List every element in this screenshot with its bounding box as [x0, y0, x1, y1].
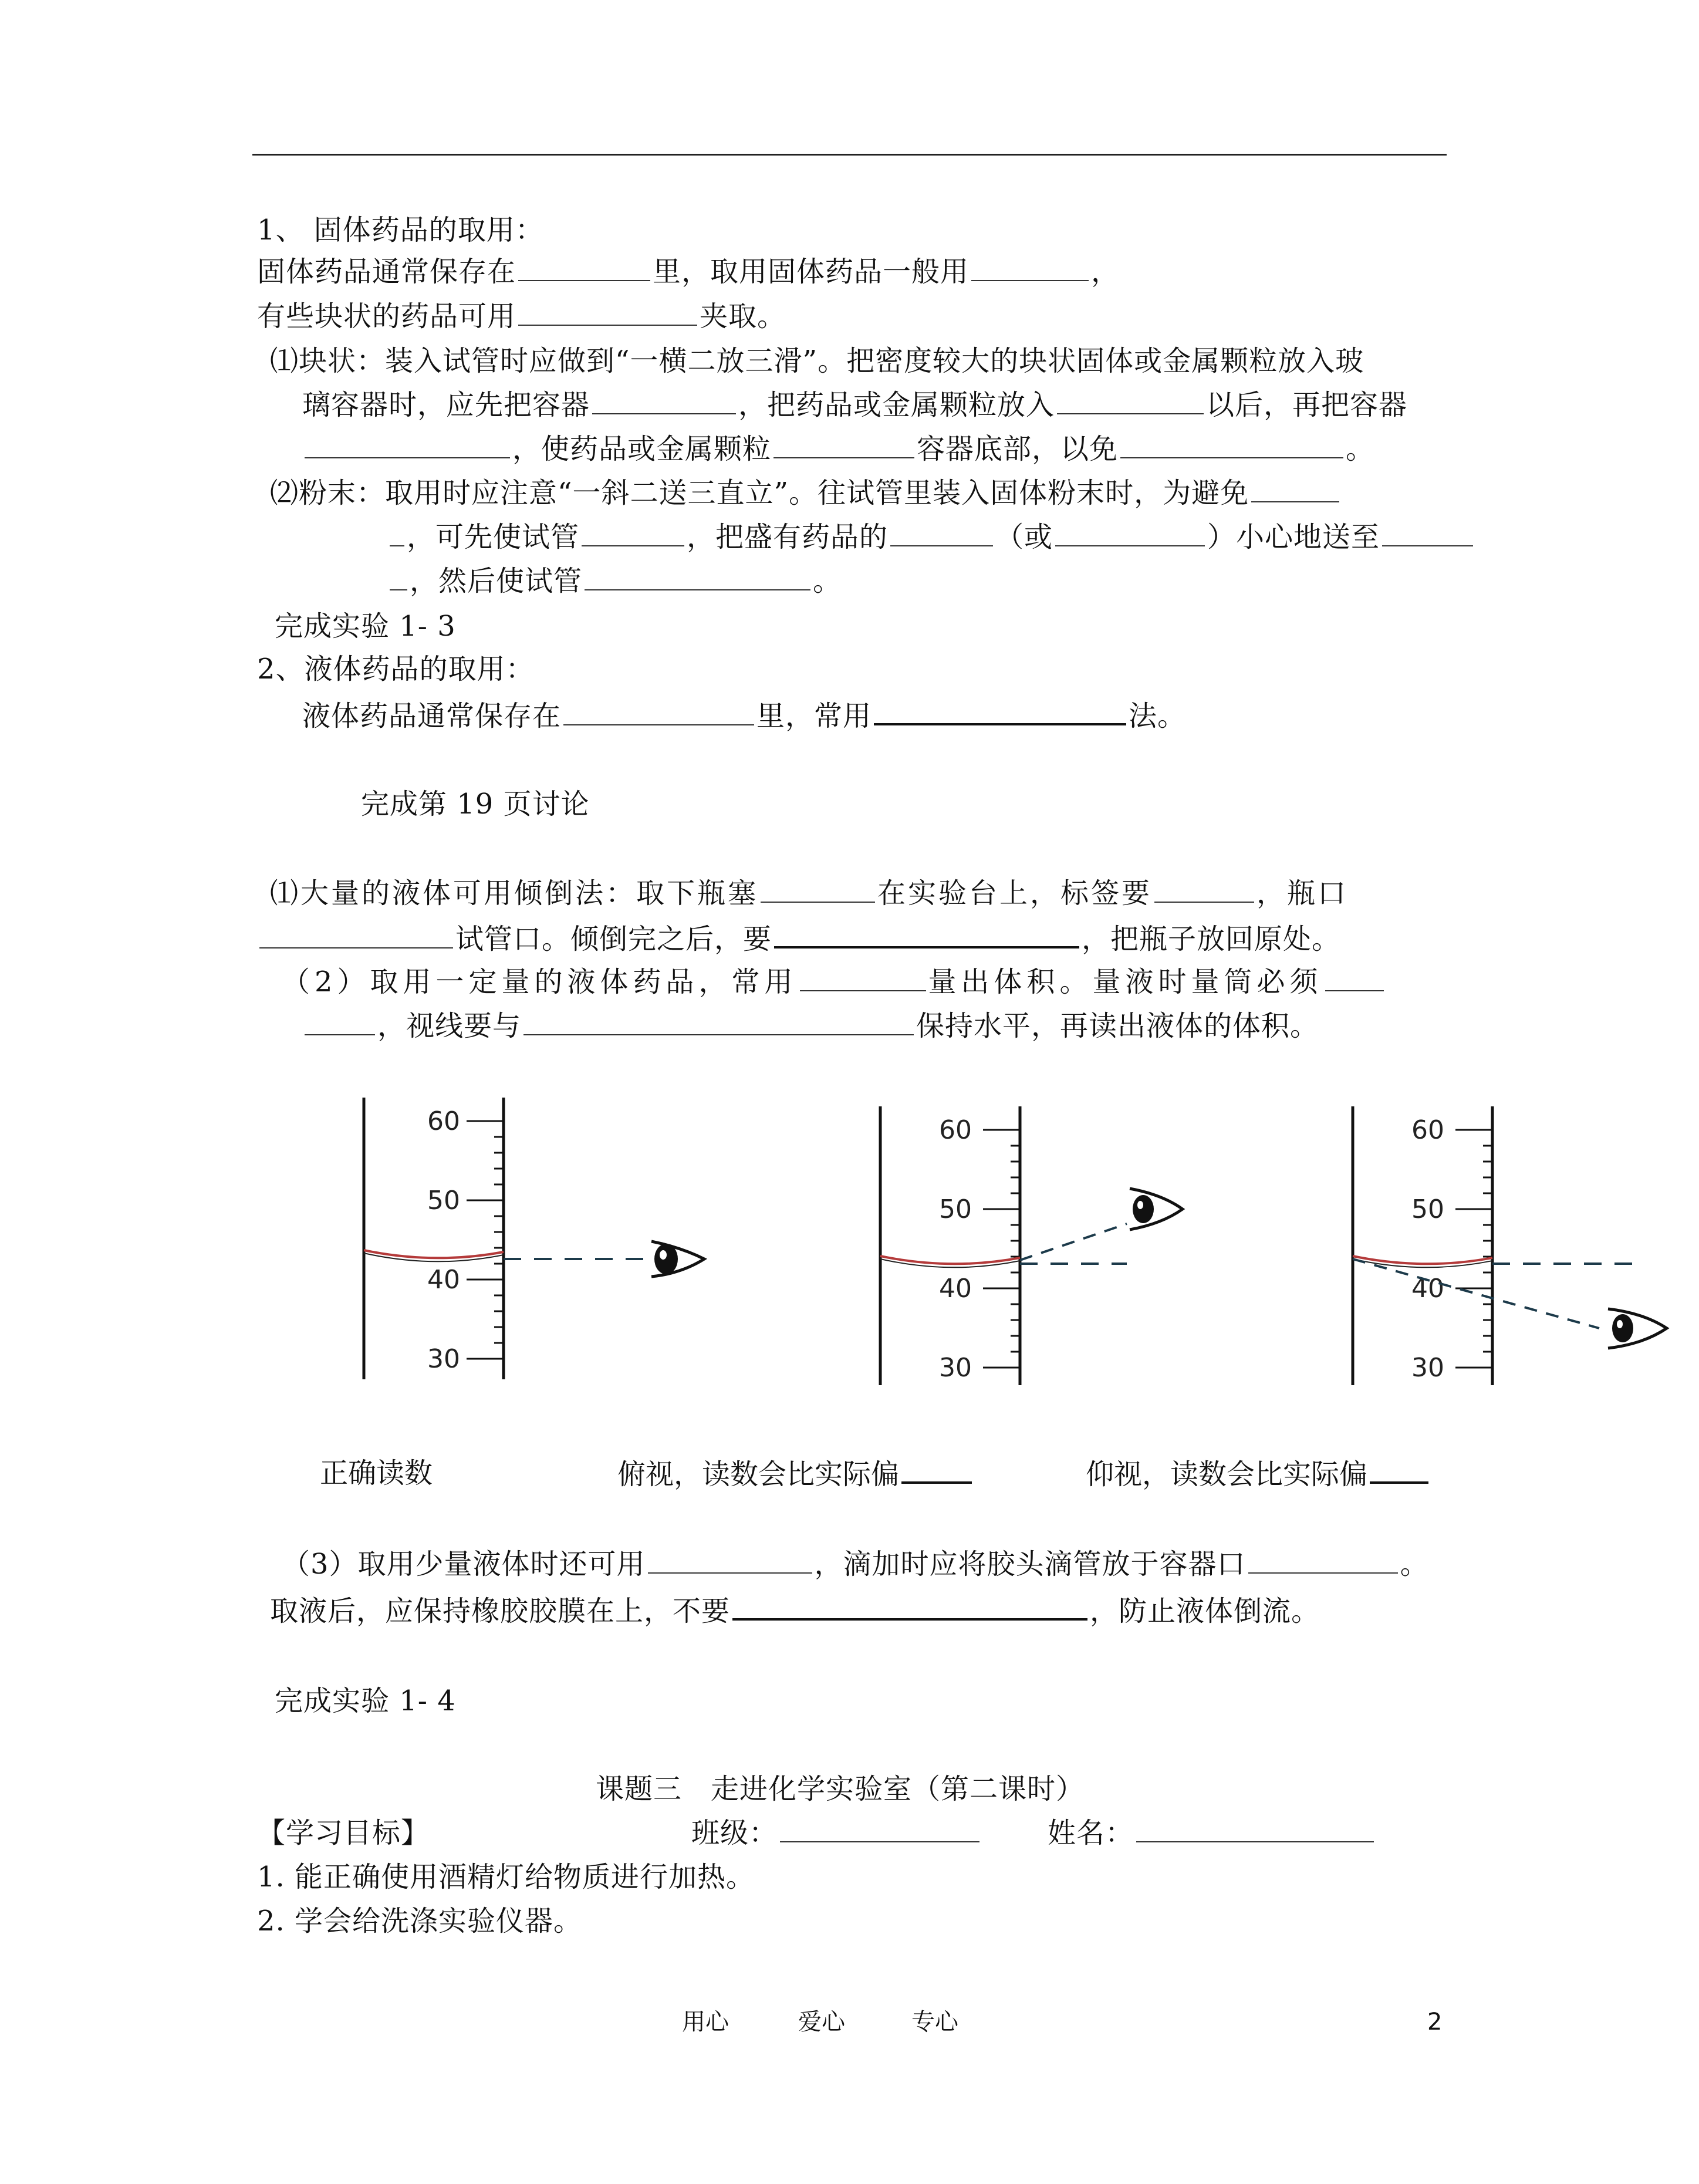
blank-15[interactable] — [563, 698, 754, 725]
blank-13[interactable] — [1382, 519, 1473, 546]
measure-line1: （2）取用一定量的液体药品，常用 量出体积。量液时量筒必须 — [282, 964, 1386, 1000]
blank-9b[interactable] — [390, 519, 404, 546]
tick-label-50: 50 — [427, 1186, 460, 1216]
class-input[interactable] — [780, 1815, 979, 1842]
blank-18[interactable] — [1154, 876, 1254, 903]
blank-22b[interactable] — [305, 1008, 375, 1035]
header-rule — [252, 154, 1447, 156]
block-solid-line2: 璃容器时，应先把容器 ，把药品或金属颗粒放入 以后，再把容器 — [302, 389, 1408, 421]
name-field: 姓名： — [1048, 1815, 1376, 1851]
tick-label-50: 50 — [1411, 1194, 1444, 1224]
blank-23[interactable] — [523, 1008, 914, 1035]
blank-14[interactable] — [585, 563, 810, 590]
pouring-line1: ⑴大量的液体可用倾倒法：取下瓶塞 在实验台上，标签要 ，瓶口 — [270, 877, 1349, 910]
tick-label-40: 40 — [1411, 1274, 1444, 1304]
class-field: 班级： — [691, 1815, 982, 1851]
tick-label-30: 30 — [939, 1353, 972, 1383]
blank-6[interactable] — [305, 431, 510, 458]
blank-17[interactable] — [761, 876, 875, 903]
page-number: 2 — [1427, 2009, 1443, 2036]
dropper-line1: （3）取用少量液体时还可用 ，滴加时应将胶头滴管放于容器口 。 — [282, 1548, 1429, 1581]
section2-title: 2、液体药品的取用： — [257, 653, 535, 686]
solid-storage-line: 固体药品通常保存在 里，取用固体药品一般用 ， — [257, 255, 1120, 288]
footer-text-1: 用心 — [682, 2009, 729, 2036]
tick-label-40: 40 — [939, 1274, 972, 1304]
sight-line — [1353, 1259, 1599, 1328]
caption-look-up: 仰视，读数会比实际偏 — [1086, 1456, 1431, 1492]
liquid-storage-line: 液体药品通常保存在 里，常用 法。 — [302, 697, 1186, 734]
goal-2: 2. 学会给洗涤实验仪器。 — [257, 1905, 583, 1937]
block-solid-line3: ，使药品或金属颗粒 容器底部，以免 。 — [302, 431, 1374, 467]
lesson-title: 课题三 走进化学实验室（第二课时） — [596, 1773, 1085, 1805]
blank-5[interactable] — [1057, 387, 1204, 414]
tick-label-60: 60 — [427, 1106, 460, 1136]
experiment-1-3: 完成实验 1- 3 — [275, 610, 456, 643]
caption-look-down: 俯视，读数会比实际偏 — [617, 1456, 974, 1492]
eye-icon — [1130, 1189, 1183, 1230]
blank-1[interactable] — [518, 254, 650, 281]
blank-26[interactable] — [648, 1547, 812, 1574]
powder-line3: ，然后使试管 。 — [387, 563, 842, 599]
blank-27[interactable] — [1248, 1547, 1398, 1574]
footer-text-3: 专心 — [911, 2009, 958, 2036]
tick-label-40: 40 — [427, 1265, 460, 1295]
caption-correct: 正确读数 — [320, 1457, 433, 1490]
blank-24[interactable] — [901, 1456, 972, 1484]
blank-4[interactable] — [592, 387, 736, 414]
tick-label-60: 60 — [939, 1115, 972, 1145]
goal-1: 1. 能正确使用酒精灯给物质进行加热。 — [257, 1861, 755, 1893]
cylinder-figure-look-up — [1341, 1106, 1693, 1388]
blank-13b[interactable] — [390, 563, 407, 590]
powder-line1: ⑵粉末：取用时应注意“一斜二送三直立”。往试管里装入固体粉末时，为避免 — [270, 475, 1342, 511]
blank-22[interactable] — [1325, 964, 1384, 991]
block-solid-line1: ⑴块状：装入试管时应做到“一横二放三滑”。把密度较大的块状固体或金属颗粒放入玻 — [270, 345, 1364, 377]
eye-icon — [651, 1241, 704, 1277]
learning-goals-heading: 【学习目标】 — [257, 1817, 430, 1849]
discussion-line: 完成第 19 页讨论 — [361, 788, 590, 821]
blank-3[interactable] — [518, 299, 697, 326]
tick-label-30: 30 — [427, 1344, 460, 1374]
tick-label-50: 50 — [939, 1194, 972, 1224]
footer-text-2: 爱心 — [798, 2009, 845, 2036]
cylinder-figure-correct — [352, 1098, 734, 1391]
dropper-line2: 取液后，应保持橡胶胶膜在上，不要 ，防止液体倒流。 — [270, 1592, 1320, 1629]
sight-line — [1020, 1224, 1127, 1260]
eye-icon — [1608, 1309, 1667, 1348]
blank-2[interactable] — [971, 254, 1089, 281]
powder-line2: ，可先使试管 ，把盛有药品的 （或 ）小心地送至 — [387, 519, 1475, 555]
pouring-line2: 试管口。倾倒完之后，要 ，把瓶子放回原处。 — [257, 920, 1340, 957]
blank-20[interactable] — [774, 920, 1079, 948]
blank-10[interactable] — [582, 519, 684, 546]
solid-tongs-line: 有些块状的药品可用 夹取。 — [257, 300, 786, 333]
blank-16[interactable] — [874, 697, 1126, 725]
blank-11[interactable] — [890, 519, 993, 546]
blank-28[interactable] — [732, 1592, 1087, 1621]
name-input[interactable] — [1136, 1815, 1374, 1842]
measure-line2: ，视线要与 保持水平，再读出液体的体积。 — [302, 1008, 1319, 1044]
tick-label-60: 60 — [1411, 1115, 1444, 1145]
blank-19[interactable] — [259, 921, 453, 948]
experiment-1-4: 完成实验 1- 4 — [275, 1685, 456, 1717]
blank-25[interactable] — [1370, 1456, 1428, 1484]
cylinder-figure-look-down — [869, 1106, 1197, 1388]
blank-12[interactable] — [1055, 519, 1205, 546]
section1-title: 1、 固体药品的取用： — [257, 214, 544, 247]
blank-8[interactable] — [1120, 431, 1343, 458]
blank-9[interactable] — [1251, 475, 1339, 502]
blank-21[interactable] — [800, 964, 926, 991]
tick-label-30: 30 — [1411, 1353, 1444, 1383]
blank-7[interactable] — [773, 431, 914, 458]
